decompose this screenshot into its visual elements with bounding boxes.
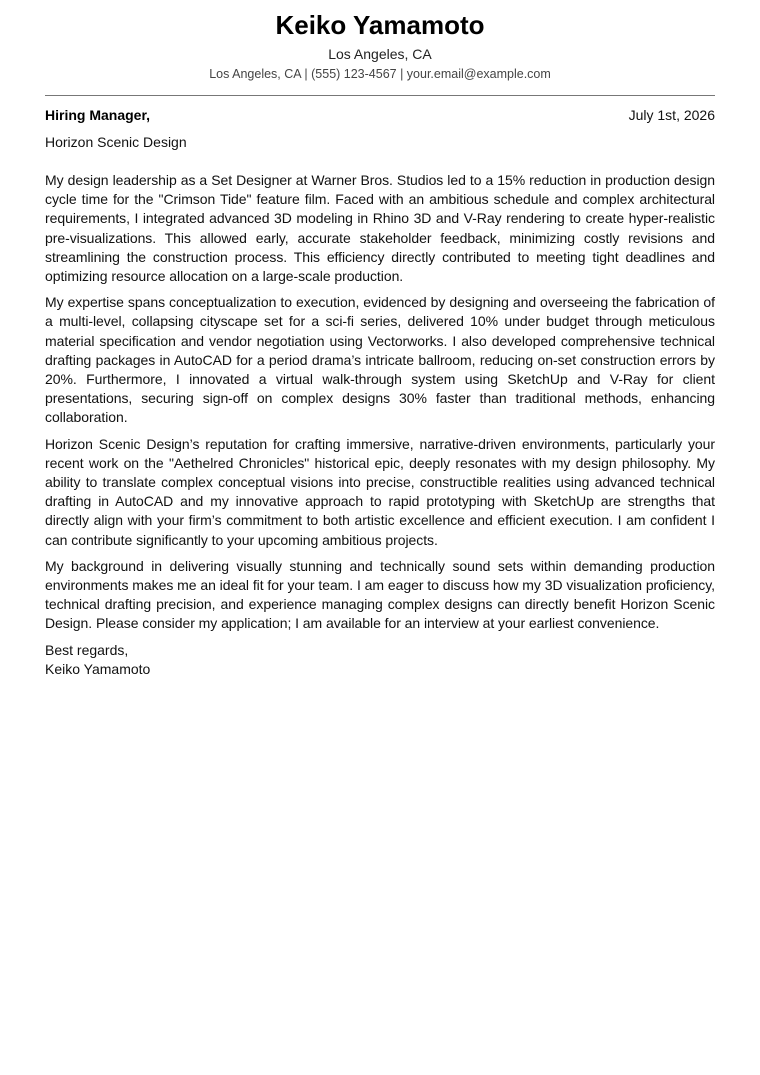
applicant-name: Keiko Yamamoto — [275, 10, 485, 40]
closing-phrase: Best regards, — [45, 641, 129, 658]
body-paragraph-1: My design leadership as a Set Designer at Warner Bros. Studios led to a 15% reduction in production design cycle time for the "Crimson Tide" feature film. Faced with an ambitious schedule and complex architectural requirements, I integrated advanced 3D modeling in Rhino 3D and V-Ray rendering to create hyper-realistic pre-visualizations. This allowed early, accurate stakeholder feedback, minimizing costly revisions and streamlining the construction process. This efficiency directly contributed to meeting tight deadlines and optimizing resource allocation on a large-scale production. — [45, 172, 715, 285]
letter-meta-row — [45, 106, 715, 124]
letter-date: July 1st, 2026 — [628, 107, 715, 123]
body-paragraph-4: My background in delivering visually stunning and technically sound sets within demanding production environments makes me an ideal fit for your team. I am eager to discuss how my 3D visualization proficiency, technical drafting precision, and experience managing complex designs can directly benefit Horizon Scenic Design. Please consider my application; I am available for an interview at your earliest convenience. — [45, 557, 715, 632]
letter-body — [45, 171, 715, 634]
applicant-contact-line: Los Angeles, CA | (555) 123-4567 | your.email@example.com — [209, 67, 551, 81]
recipient-company: Horizon Scenic Design — [45, 134, 187, 150]
body-paragraph-3: Horizon Scenic Design’s reputation for crafting immersive, narrative-driven environments, particularly your recent work on the "Aethelred Chronicles" historical epic, deeply resonates with my design philosophy. My ability to translate complex conceptual visions into precise, constructible realities using advanced technical drafting in AutoCAD and my innovative approach to rapid prototyping with SketchUp are strengths that directly align with your firm’s commitment to both artistic excellence and efficient execution. I am confident I can contribute significantly to your upcoming ambitious projects. — [45, 435, 715, 548]
applicant-location: Los Angeles, CA — [328, 46, 432, 62]
header-divider — [45, 95, 715, 96]
closing-block — [45, 641, 715, 679]
body-paragraph-2: My expertise spans conceptualization to execution, evidenced by designing and overseeing the fabrication of a multi-level, collapsing cityscape set for a sci-fi series, delivered 10% under budget through meticulous material specification and vendor negotiation using Vectorworks. I also developed comprehensive technical drafting packages in AutoCAD for a period drama’s intricate ballroom, reducing on-set construction errors by 20%. Furthermore, I innovated a virtual walk-through system using SketchUp and V-Ray for client presentations, securing sign-off on complex designs 30% faster than traditional methods, enhancing collaboration. — [45, 294, 715, 426]
recipient-salutation: Hiring Manager, — [45, 107, 151, 123]
signature-name: Keiko Yamamoto — [45, 660, 151, 677]
cover-letter-page — [45, 0, 715, 679]
